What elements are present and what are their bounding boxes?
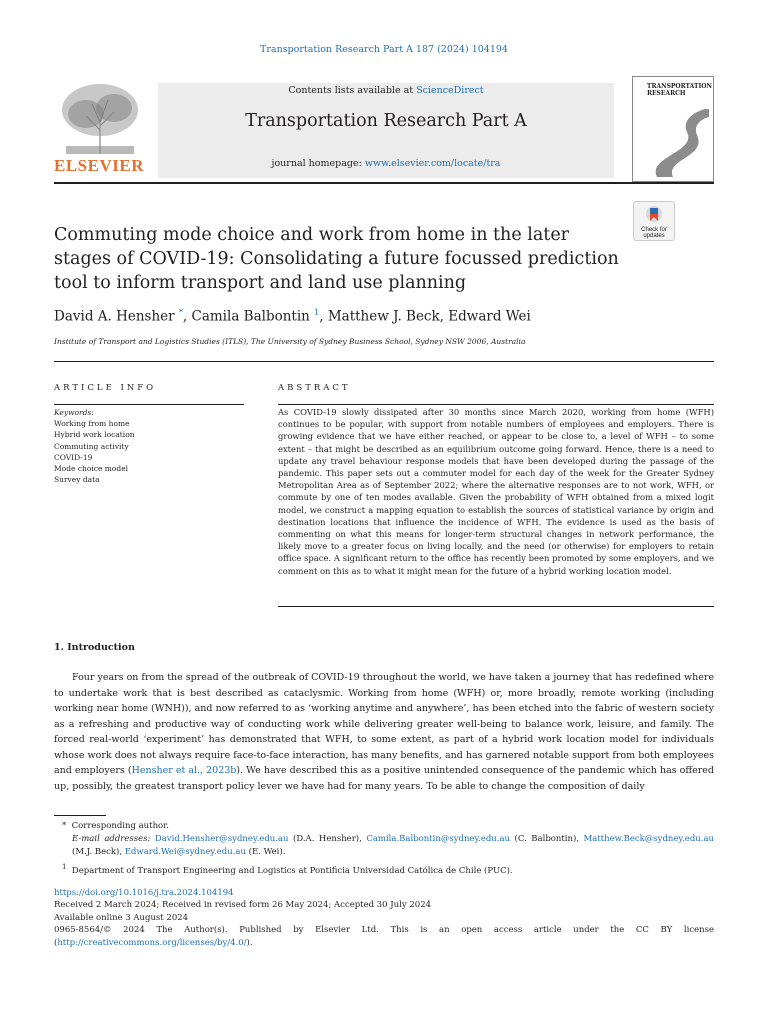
- email-owner: (E. Wei).: [245, 847, 286, 858]
- keywords-block: [54, 407, 135, 485]
- journal-cover: [632, 76, 714, 182]
- introduction-paragraph: [54, 670, 714, 794]
- affiliation: Institute of Transport and Logistics Studies (ITLS), The University of Sydney Business School, Sydney NSW 2006, Australia: [54, 337, 526, 346]
- received-dates: Received 2 March 2024; Received in revised form 26 May 2024; Accepted 30 July 2024: [54, 900, 432, 911]
- email-label: E-mail addresses:: [72, 834, 151, 845]
- doi-link[interactable]: https://doi.org/10.1016/j.tra.2024.104194: [54, 888, 234, 898]
- check-for-updates-label: Check for updates: [641, 227, 667, 239]
- available-online: Available online 3 August 2024: [54, 912, 189, 923]
- footnote-text: Department of Transport Engineering and Logistics at Pontificia Universidad Católica de Chile (PUC).: [71, 865, 513, 876]
- keywords-label: Keywords:: [54, 408, 94, 417]
- footnotes: [54, 820, 714, 878]
- email-link[interactable]: Edward.Wei@sydney.edu.au: [124, 847, 246, 858]
- footnote-rule: [54, 815, 106, 816]
- keyword: Survey data: [54, 475, 100, 485]
- email-link[interactable]: David.Hensher@sydney.edu.au: [154, 834, 289, 845]
- cover-title: TRANSPORTATION RESEARCH: [647, 83, 712, 97]
- email-owner: (C. Balbontin),: [510, 834, 584, 845]
- intro-text: ). We have described this as a positive unintended consequence of the pandemic which has offered up, possibly, the greatest transport policy lever we have had for many years. To be able to change the composition of daily: [54, 765, 715, 792]
- corresponding-mark: *: [62, 821, 67, 831]
- homepage-prefix: journal homepage:: [271, 158, 365, 169]
- contents-prefix: Contents lists available at: [288, 85, 417, 96]
- email-owner: (M.J. Beck),: [72, 847, 125, 858]
- article-info-rule: [54, 404, 244, 405]
- email-link[interactable]: Matthew.Beck@sydney.edu.au: [583, 834, 714, 845]
- journal-masthead: [158, 83, 614, 178]
- article-info-heading: ARTICLE INFO: [54, 383, 157, 393]
- header-rule: [54, 182, 714, 184]
- email-link[interactable]: Camila.Balbontin@sydney.edu.au: [366, 834, 511, 845]
- corresponding-mark[interactable]: *: [178, 308, 183, 317]
- keyword: COVID-19: [54, 452, 93, 462]
- sciencedirect-link[interactable]: ScienceDirect: [416, 85, 484, 96]
- abstract-heading: ABSTRACT: [278, 383, 351, 393]
- keyword: Commuting activity: [54, 441, 129, 451]
- journal-reference[interactable]: Transportation Research Part A 187 (2024) 104194: [260, 44, 508, 55]
- author-name[interactable]: David A. Hensher: [54, 308, 175, 325]
- journal-homepage-link[interactable]: www.elsevier.com/locate/tra: [364, 158, 501, 169]
- email-owner: (D.A. Hensher),: [288, 834, 367, 845]
- abstract-bottom-rule: [278, 606, 714, 607]
- license-link[interactable]: http://creativecommons.org/licenses/by/4.0/: [57, 937, 247, 948]
- section-heading: 1. Introduction: [54, 642, 135, 653]
- author-name[interactable]: Matthew J. Beck: [327, 308, 440, 325]
- publisher-name: ELSEVIER: [54, 156, 144, 175]
- keyword: Hybrid work location: [54, 430, 135, 440]
- footnote-mark[interactable]: 1: [314, 308, 320, 317]
- keyword: Mode choice model: [54, 464, 129, 474]
- check-for-updates-button[interactable]: [633, 201, 675, 241]
- homepage-line: [158, 158, 614, 169]
- corresponding-author-note: Corresponding author.: [71, 821, 169, 831]
- contents-line: [158, 85, 614, 96]
- road-illustration-icon: [637, 107, 709, 177]
- license-text: 0965-8564/© 2024 The Author(s). Published by Elsevier Ltd. This is an open access article under the CC BY license: [54, 925, 714, 936]
- citation-link[interactable]: Hensher et al., 2023b: [131, 765, 237, 776]
- article-title: Commuting mode choice and work from home in the later stages of COVID-19: Consolidating a future focussed prediction tool to inform transport and land use planning: [54, 225, 619, 293]
- bookmark-icon: [645, 205, 663, 225]
- author-name[interactable]: Edward Wei: [448, 308, 531, 325]
- license-end: ).: [246, 937, 253, 948]
- footnote-mark: 1: [62, 861, 67, 871]
- journal-title: Transportation Research Part A: [245, 111, 527, 131]
- author-name[interactable]: Camila Balbontin: [191, 308, 310, 325]
- abstract-rule: [278, 404, 714, 405]
- intro-text: Four years on from the spread of the outbreak of COVID-19 throughout the world, we have taken a journey that has redefined where to undertake work that is best described as cataclysmic. Working from home (WFH) or, more broadly, remote working (including working near home (WNH)), and now referred to as ‘working anytime and anywhere’, has been etched into the fabric of western society as a refreshing and productive way of conducting work while delivering greater well-being to balance work, leisure, and family. The forced real-world ‘experiment’ has demonstrated that WFH, to some extent, as part of a hybrid work location model for individuals whose work does not always require face-to-face interaction, has many benefits, and has garnered notable support from both employees and employers (: [54, 672, 714, 776]
- keyword: Working from home: [54, 419, 130, 429]
- article-meta: https://doi.org/10.1016/j.tra.2024.104194 Received 2 March 2024; Received in revised form 26 May 2024; Accepted 30 July 2024 Available online 3 August 2024 0965-8564/© 2024 The Author(s). Published by Elsevier Ltd. This is an open access article under the CC BY license (http://creativecommons.org/licenses/by/4.0/).: [54, 888, 714, 948]
- title-rule: [54, 361, 714, 362]
- abstract-text: As COVID-19 slowly dissipated after 30 months since March 2020, working from home (WFH) continues to be popular, with support from notable numbers of employees and employers. There is growing evidence that we have either reached, or appear to be close to, a level of WFH – to some extent – that might be described as an equilibrium outcome going forward. Hence, there is a need to update any travel behaviour response models that have been developed during the passage of the pandemic. This paper sets out a commuter model for each day of the week for the Greater Sydney Metropolitan Area as of September 2022; where the alternative responses are to not work, WFH, or commute by one of ten modes available. Given the probability of WFH obtained from a mixed logit model, we construct a mapping equation to establish the sources of statistical variance by origin and destination locations that influence the incidence of WFH. The evidence is used as the basis of commenting on what this means for longer-term structural changes in network performance, the likely move to a greater focus on living locally, and the need (or otherwise) for employers to retain office space. A significant return to the office has recently been promoted by some employers, and we comment on this as to what it might mean for the future of a hybrid working location model.: [278, 407, 714, 576]
- author-list: David A. Hensher *, Camila Balbontin $^1$, Matthew J. Beck, Edward Wei: [54, 308, 531, 325]
